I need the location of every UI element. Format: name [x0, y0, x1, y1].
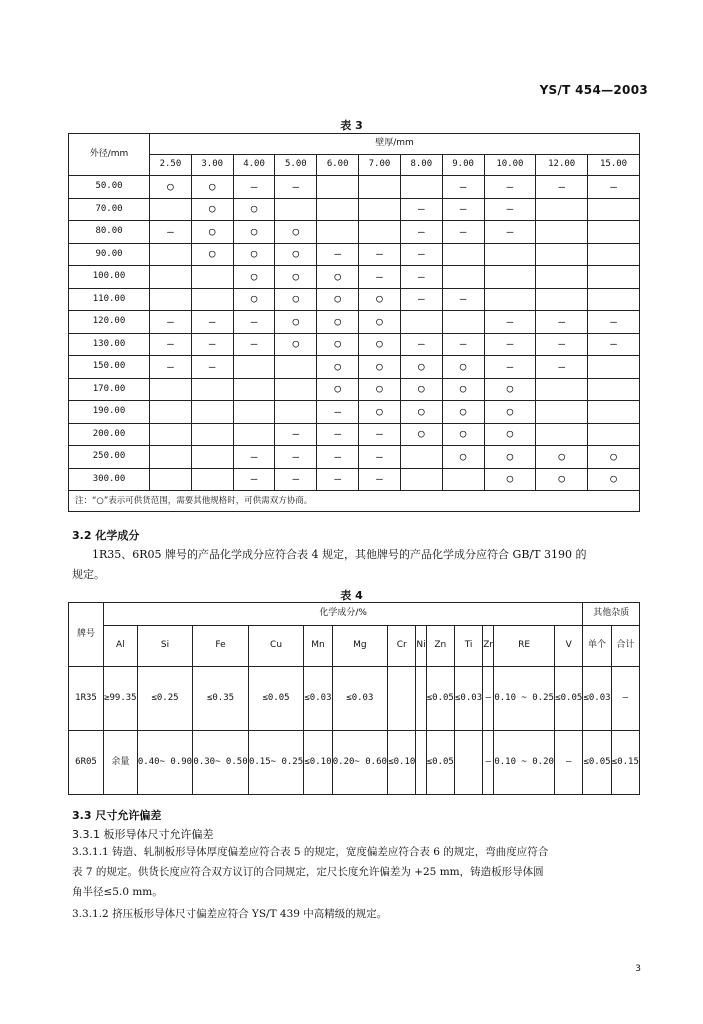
available-mark: ○: [233, 266, 275, 289]
available-mark: ○: [588, 468, 640, 491]
empty-cell: [588, 378, 640, 401]
unavailable-mark: —: [359, 446, 401, 469]
unavailable-mark: —: [484, 333, 536, 356]
available-mark: ○: [442, 423, 484, 446]
table-row: [69, 423, 640, 446]
od-value: 100.00: [69, 266, 150, 289]
empty-cell: [442, 266, 484, 289]
element-header: RE: [494, 626, 555, 667]
empty-cell: [317, 221, 359, 244]
value-cell: ≤0.05: [583, 731, 611, 795]
empty-cell: [233, 378, 275, 401]
available-mark: ○: [275, 288, 317, 311]
empty-cell: [191, 401, 233, 424]
section-3-3-1-1-line2: 表 7 的规定。供货长度应符合双方议订的合同规定，定尺长度允许偏差为 +25 mm，铸造板形导体圆: [72, 866, 544, 878]
empty-cell: [536, 378, 588, 401]
od-value: 70.00: [69, 198, 150, 221]
wall-value: 9.00: [442, 155, 484, 176]
empty-cell: [317, 198, 359, 221]
table-row: [69, 176, 640, 199]
available-mark: ○: [275, 221, 317, 244]
empty-cell: [536, 423, 588, 446]
page-number: 3: [635, 964, 641, 974]
empty-cell: [150, 423, 192, 446]
od-value: 130.00: [69, 333, 150, 356]
available-mark: ○: [275, 333, 317, 356]
unavailable-mark: —: [191, 356, 233, 379]
unavailable-mark: —: [150, 356, 192, 379]
empty-cell: [150, 378, 192, 401]
unavailable-mark: —: [150, 311, 192, 334]
od-value: 170.00: [69, 378, 150, 401]
available-mark: ○: [484, 401, 536, 424]
unavailable-mark: —: [588, 176, 640, 199]
value-cell: ≤0.05: [248, 667, 304, 731]
total-header: 合计: [611, 626, 639, 667]
available-mark: ○: [317, 356, 359, 379]
value-cell: ≤0.05: [426, 731, 454, 795]
available-mark: ○: [191, 198, 233, 221]
available-mark: ○: [359, 288, 401, 311]
unavailable-mark: —: [442, 333, 484, 356]
empty-cell: [588, 356, 640, 379]
available-mark: ○: [484, 446, 536, 469]
element-header: Cu: [248, 626, 304, 667]
section-3-2-line1: 1R35、6R05 牌号的产品化学成分应符合表 4 规定，其他牌号的产品化学成分应符合 GB/T 3190 的: [92, 548, 587, 561]
table4-caption: 表 4: [340, 589, 363, 602]
value-cell: ≤0.03: [304, 667, 332, 731]
unavailable-mark: —: [233, 176, 275, 199]
available-mark: ○: [588, 446, 640, 469]
unavailable-mark: —: [275, 176, 317, 199]
element-header: Ti: [454, 626, 482, 667]
available-mark: ○: [233, 288, 275, 311]
available-mark: ○: [233, 198, 275, 221]
section-3-3-1-1-line3: 角半径≤5.0 mm。: [72, 886, 163, 898]
table-row: [69, 401, 640, 424]
available-mark: ○: [317, 288, 359, 311]
unavailable-mark: —: [442, 198, 484, 221]
grade-cell: 1R35: [69, 667, 104, 731]
section-3-2-line2: 规定。: [72, 568, 105, 581]
value-cell: ≤0.25: [137, 667, 193, 731]
value-cell: —: [611, 667, 639, 731]
available-mark: ○: [442, 446, 484, 469]
unavailable-mark: —: [588, 311, 640, 334]
empty-cell: [536, 288, 588, 311]
unavailable-mark: —: [484, 356, 536, 379]
available-mark: ○: [442, 356, 484, 379]
available-mark: ○: [317, 311, 359, 334]
table-row: [69, 221, 640, 244]
od-value: 150.00: [69, 356, 150, 379]
empty-cell: [588, 198, 640, 221]
empty-cell: [588, 401, 640, 424]
available-mark: ○: [400, 423, 442, 446]
value-cell: 余量: [104, 731, 138, 795]
section-3-3-1-2: 3.3.1.2 挤压板形导体尺寸偏差应符合 YS/T 439 中高精级的规定。: [72, 908, 388, 920]
empty-cell: [150, 198, 192, 221]
wall-value: 8.00: [400, 155, 442, 176]
unavailable-mark: —: [400, 333, 442, 356]
empty-cell: [150, 468, 192, 491]
wall-value: 2.50: [150, 155, 192, 176]
wall-value: 7.00: [359, 155, 401, 176]
available-mark: ○: [275, 311, 317, 334]
available-mark: ○: [191, 176, 233, 199]
available-mark: ○: [191, 221, 233, 244]
value-cell: ≤0.10: [304, 731, 332, 795]
grade-header: 牌号: [69, 603, 104, 667]
value-cell: ≤0.03: [332, 667, 388, 731]
value-cell: 0.30~ 0.50: [193, 731, 249, 795]
element-header: Al: [104, 626, 138, 667]
wall-value: 12.00: [536, 155, 588, 176]
wall-value: 5.00: [275, 155, 317, 176]
grade-cell: 6R05: [69, 731, 104, 795]
value-cell: ≤0.03: [454, 667, 482, 731]
available-mark: ○: [233, 221, 275, 244]
od-value: 120.00: [69, 311, 150, 334]
table-row: [69, 243, 640, 266]
empty-cell: [400, 311, 442, 334]
empty-cell: [536, 266, 588, 289]
od-value: 80.00: [69, 221, 150, 244]
available-mark: ○: [275, 266, 317, 289]
empty-cell: [536, 221, 588, 244]
unavailable-mark: —: [442, 176, 484, 199]
empty-cell: [233, 356, 275, 379]
empty-cell: [588, 243, 640, 266]
empty-cell: [442, 243, 484, 266]
table-row: [69, 288, 640, 311]
unavailable-mark: —: [359, 243, 401, 266]
available-mark: ○: [400, 401, 442, 424]
element-header: V: [555, 626, 583, 667]
unavailable-mark: —: [317, 446, 359, 469]
od-value: 250.00: [69, 446, 150, 469]
empty-cell: [150, 288, 192, 311]
value-cell: ≥99.35: [104, 667, 138, 731]
unavailable-mark: —: [191, 333, 233, 356]
empty-cell: [359, 221, 401, 244]
value-cell: ≤0.15: [611, 731, 639, 795]
unavailable-mark: —: [359, 266, 401, 289]
empty-cell: [233, 423, 275, 446]
available-mark: ○: [317, 378, 359, 401]
table3-note: 注：“○”表示可供货范围，需要其他规格时，可供需双方协商。: [69, 491, 640, 512]
empty-cell: [275, 378, 317, 401]
unavailable-mark: —: [150, 221, 192, 244]
table3-caption: 表 3: [340, 119, 363, 132]
unavailable-mark: —: [317, 243, 359, 266]
od-value: 200.00: [69, 423, 150, 446]
table-row: [69, 378, 640, 401]
table-row: [69, 468, 640, 491]
element-header: Mn: [304, 626, 332, 667]
od-header: 外径/mm: [69, 134, 150, 176]
table3: [68, 133, 640, 512]
empty-cell: [191, 423, 233, 446]
empty-cell: [442, 468, 484, 491]
empty-cell: [588, 266, 640, 289]
element-header: Zn: [426, 626, 454, 667]
unavailable-mark: —: [233, 446, 275, 469]
unavailable-mark: —: [400, 198, 442, 221]
od-value: 300.00: [69, 468, 150, 491]
empty-cell: [400, 446, 442, 469]
unavailable-mark: —: [359, 423, 401, 446]
empty-cell: [275, 198, 317, 221]
row-1r35: [69, 667, 640, 731]
element-header: Mg: [332, 626, 388, 667]
element-header: Fe: [193, 626, 249, 667]
unavailable-mark: —: [191, 311, 233, 334]
other-impurity-header: 其他杂质: [583, 603, 640, 626]
od-value: 190.00: [69, 401, 150, 424]
value-cell: —: [483, 667, 494, 731]
available-mark: ○: [233, 243, 275, 266]
table-row: [69, 356, 640, 379]
available-mark: ○: [484, 468, 536, 491]
empty-cell: [536, 198, 588, 221]
empty-cell: [191, 446, 233, 469]
unavailable-mark: —: [317, 401, 359, 424]
empty-cell: [588, 423, 640, 446]
table-row: [69, 198, 640, 221]
unavailable-mark: —: [275, 468, 317, 491]
empty-cell: [233, 401, 275, 424]
table-row: [69, 266, 640, 289]
empty-cell: [588, 221, 640, 244]
section-3-2-title: 3.2 化学成分: [72, 529, 140, 542]
row-6r05: [69, 731, 640, 795]
empty-cell: [359, 198, 401, 221]
available-mark: ○: [317, 333, 359, 356]
wall-header: 壁厚/mm: [150, 134, 640, 155]
available-mark: ○: [317, 266, 359, 289]
wall-value: 4.00: [233, 155, 275, 176]
empty-cell: [442, 311, 484, 334]
empty-cell: [484, 288, 536, 311]
wall-thickness-row: [69, 155, 640, 176]
empty-cell: [400, 176, 442, 199]
section-3-3-1-title: 3.3.1 板形导体尺寸允许偏差: [72, 828, 214, 841]
unavailable-mark: —: [442, 221, 484, 244]
empty-cell: [536, 401, 588, 424]
unavailable-mark: —: [317, 468, 359, 491]
value-cell: ≤0.35: [193, 667, 249, 731]
unavailable-mark: —: [536, 176, 588, 199]
od-value: 110.00: [69, 288, 150, 311]
unavailable-mark: —: [484, 176, 536, 199]
table4: [68, 602, 640, 795]
empty-cell: [400, 468, 442, 491]
unavailable-mark: —: [359, 468, 401, 491]
unavailable-mark: —: [275, 446, 317, 469]
unavailable-mark: —: [400, 221, 442, 244]
wall-value: 15.00: [588, 155, 640, 176]
table-row: [69, 333, 640, 356]
unavailable-mark: —: [150, 333, 192, 356]
chem-header: 化学成分/%: [104, 603, 583, 626]
empty-cell: [536, 243, 588, 266]
empty-cell: [317, 176, 359, 199]
wall-value: 6.00: [317, 155, 359, 176]
value-cell: [388, 667, 416, 731]
unavailable-mark: —: [400, 266, 442, 289]
unavailable-mark: —: [233, 468, 275, 491]
value-cell: ≤0.05: [426, 667, 454, 731]
wall-value: 10.00: [484, 155, 536, 176]
value-cell: 0.10 ~ 0.20: [494, 731, 555, 795]
element-header: Zr: [483, 626, 494, 667]
unavailable-mark: —: [400, 288, 442, 311]
elements-row: [69, 626, 640, 667]
unavailable-mark: —: [588, 333, 640, 356]
available-mark: ○: [359, 356, 401, 379]
available-mark: ○: [359, 401, 401, 424]
unavailable-mark: —: [484, 221, 536, 244]
available-mark: ○: [536, 468, 588, 491]
unavailable-mark: —: [484, 311, 536, 334]
section-3-3-1-1-line1: 3.3.1.1 铸造、轧制板形导体厚度偏差应符合表 5 的规定，宽度偏差应符合表 6 的规定，弯曲度应符合: [72, 846, 549, 858]
section-3-3-title: 3.3 尺寸允许偏差: [72, 809, 162, 822]
empty-cell: [150, 266, 192, 289]
empty-cell: [191, 378, 233, 401]
value-cell: 0.10 ~ 0.25: [494, 667, 555, 731]
od-value: 90.00: [69, 243, 150, 266]
available-mark: ○: [275, 243, 317, 266]
wall-value: 3.00: [191, 155, 233, 176]
element-header: Si: [137, 626, 193, 667]
value-cell: ≤0.03: [583, 667, 611, 731]
value-cell: [416, 731, 426, 795]
standard-number: YS/T 454—2003: [539, 83, 648, 97]
empty-cell: [150, 243, 192, 266]
value-cell: —: [555, 731, 583, 795]
unavailable-mark: —: [400, 243, 442, 266]
empty-cell: [484, 266, 536, 289]
available-mark: ○: [400, 378, 442, 401]
available-mark: ○: [191, 243, 233, 266]
available-mark: ○: [442, 378, 484, 401]
value-cell: [416, 667, 426, 731]
empty-cell: [275, 356, 317, 379]
empty-cell: [588, 288, 640, 311]
unavailable-mark: —: [233, 311, 275, 334]
empty-cell: [191, 468, 233, 491]
table-row: [69, 446, 640, 469]
available-mark: ○: [536, 446, 588, 469]
unavailable-mark: —: [536, 311, 588, 334]
available-mark: ○: [484, 378, 536, 401]
empty-cell: [191, 266, 233, 289]
od-value: 50.00: [69, 176, 150, 199]
value-cell: [454, 731, 482, 795]
available-mark: ○: [359, 333, 401, 356]
unavailable-mark: —: [536, 333, 588, 356]
empty-cell: [275, 401, 317, 424]
value-cell: 0.40~ 0.90: [137, 731, 193, 795]
empty-cell: [150, 401, 192, 424]
empty-cell: [150, 446, 192, 469]
table-row: [69, 311, 640, 334]
available-mark: ○: [442, 401, 484, 424]
unavailable-mark: —: [233, 333, 275, 356]
available-mark: ○: [150, 176, 192, 199]
value-cell: ≤0.10: [388, 731, 416, 795]
value-cell: ≤0.05: [555, 667, 583, 731]
element-header: Ni: [416, 626, 426, 667]
unavailable-mark: —: [442, 288, 484, 311]
available-mark: ○: [484, 423, 536, 446]
value-cell: 0.15~ 0.25: [248, 731, 304, 795]
unavailable-mark: —: [484, 198, 536, 221]
empty-cell: [191, 288, 233, 311]
empty-cell: [359, 176, 401, 199]
value-cell: —: [483, 731, 494, 795]
unavailable-mark: —: [317, 423, 359, 446]
unavailable-mark: —: [536, 356, 588, 379]
element-header: Cr: [388, 626, 416, 667]
empty-cell: [484, 243, 536, 266]
available-mark: ○: [359, 311, 401, 334]
unavailable-mark: —: [275, 423, 317, 446]
available-mark: ○: [400, 356, 442, 379]
value-cell: 0.20~ 0.60: [332, 731, 388, 795]
available-mark: ○: [359, 378, 401, 401]
single-header: 单个: [583, 626, 611, 667]
